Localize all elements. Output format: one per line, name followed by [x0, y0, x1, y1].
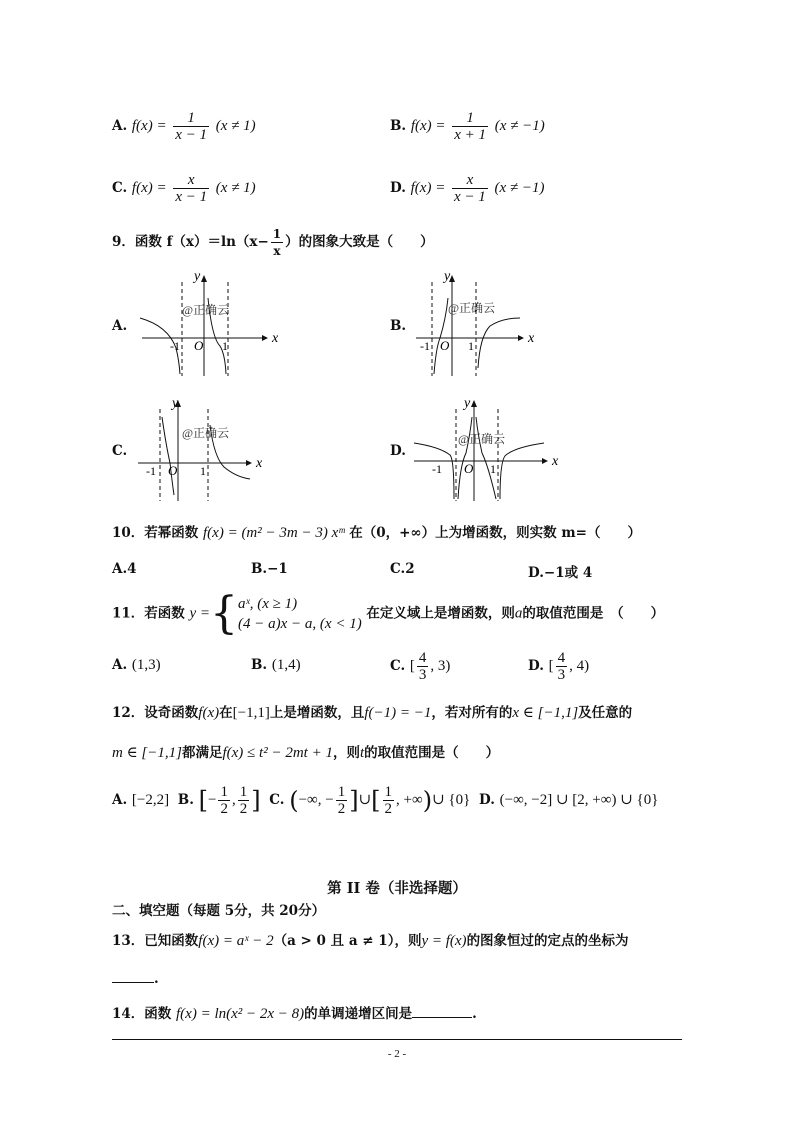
tick-label: -1 — [146, 464, 156, 478]
formula: f(x) = — [410, 180, 446, 196]
formula: f(x) = — [131, 180, 167, 196]
q12-option-b — [177, 784, 261, 817]
option-label: B. — [251, 657, 268, 673]
y-axis-arrow — [471, 400, 477, 407]
curve-mid-right — [476, 417, 496, 499]
question-text: 已知函数 — [144, 933, 199, 949]
q12-options — [112, 784, 658, 817]
numerator: 1 — [239, 784, 248, 800]
tick-label: 1 — [468, 339, 474, 353]
question-text: 的取值范围是 （ ） — [522, 605, 665, 622]
formula: f(x) = ln(x² − 2x − 8) — [176, 1006, 305, 1022]
case-2: (4 − a)x − a, (x < 1) — [238, 616, 362, 632]
piecewise — [238, 594, 362, 634]
question-text: 及任意的 — [578, 705, 633, 721]
bracket: ] — [251, 786, 261, 815]
tick-label: 1 — [200, 464, 206, 478]
numerator: 1 — [272, 227, 282, 241]
fraction — [452, 172, 488, 205]
q11-option-a — [112, 657, 161, 674]
question-text: 函数 f（x）＝ln（x− — [134, 234, 269, 250]
q12-line-1 — [112, 701, 632, 722]
tick-label: -1 — [170, 339, 180, 353]
bracket: , 4) — [569, 658, 590, 674]
question-text: 都满足 — [181, 745, 223, 761]
q8-option-b — [390, 110, 545, 143]
interval-part: , +∞ — [396, 792, 423, 808]
option-label: D. — [528, 658, 544, 674]
question-text: （a > 0 且 a ≠ 1），则 — [273, 933, 422, 949]
tick-label: 1 — [222, 339, 228, 353]
question-number: 9． — [112, 234, 135, 250]
condition: (x ≠ −1) — [494, 118, 545, 134]
option-label: A. — [112, 657, 128, 673]
formula: f(x) = (m² − 3m − 3) xᵐ — [203, 525, 345, 541]
period: . — [472, 1006, 477, 1022]
interval-part: ∪ {0} — [432, 792, 471, 808]
denominator: 2 — [220, 801, 228, 817]
q13-answer-line — [112, 968, 159, 987]
y-axis-label: y — [194, 269, 201, 284]
footer-divider — [112, 1039, 682, 1040]
question-text: 函数 — [144, 1006, 172, 1022]
q9-option-d-label: D. — [390, 443, 406, 459]
fraction — [452, 110, 488, 143]
formula: f(x) — [198, 705, 220, 721]
bracket: , 3) — [430, 658, 451, 674]
q10-stem — [112, 521, 641, 542]
fraction — [218, 784, 230, 817]
watermark: @正确云 — [458, 432, 506, 446]
q11-option-d — [528, 650, 589, 683]
question-text: 的取值范围是（ ） — [364, 745, 500, 761]
answer-blank[interactable] — [412, 1003, 472, 1018]
q9-graph-b — [410, 268, 540, 380]
numerator: 4 — [557, 650, 566, 666]
denominator: 3 — [557, 667, 566, 683]
page-number: - 2 - — [387, 1048, 407, 1060]
option-label: D. — [479, 792, 495, 808]
formula: f(x) = aˣ − 2 — [198, 933, 274, 949]
y-axis-label: y — [172, 396, 179, 411]
numerator: 1 — [337, 784, 346, 800]
q9-graph-d — [410, 395, 560, 507]
x-axis-label: x — [256, 456, 263, 471]
curve-right — [478, 318, 520, 368]
tick-label: -1 — [432, 462, 442, 476]
x-axis-arrow — [518, 335, 524, 341]
q10-option-d: D.−1或 4 — [528, 565, 593, 581]
bracket: ( — [289, 786, 299, 815]
q12-option-d — [479, 792, 658, 808]
denominator: 2 — [337, 801, 346, 817]
period: . — [154, 971, 159, 987]
denominator: x − 1 — [175, 127, 208, 143]
q12-option-a — [112, 792, 169, 808]
q9-option-c-label: C. — [112, 443, 128, 459]
denominator: 3 — [418, 667, 427, 683]
y-axis-label: y — [444, 269, 451, 284]
denominator: 2 — [384, 801, 393, 817]
question-text: 在定义域上是增函数，则 — [366, 605, 515, 622]
denominator: x − 1 — [454, 189, 486, 205]
option-value: (1,4) — [271, 657, 301, 673]
fraction — [173, 172, 209, 205]
x-axis-arrow — [246, 460, 252, 466]
formula: x ∈ [−1,1] — [512, 705, 579, 721]
q9-option-b-label: B. — [390, 318, 407, 334]
interval-part: −∞, − — [298, 792, 334, 808]
comma: , — [231, 792, 236, 808]
option-label: C. — [112, 180, 128, 196]
formula: f(x) = — [410, 118, 446, 134]
variable: a — [514, 605, 523, 622]
union-sign: ∪ — [358, 792, 372, 808]
option-label: B. — [177, 792, 194, 808]
formula: f(x) ≤ t² − 2mt + 1 — [222, 745, 333, 761]
question-text: 的图象恒过的定点的坐标为 — [466, 933, 629, 949]
q8-option-c — [112, 172, 256, 205]
x-axis-label: x — [552, 454, 559, 469]
denominator: 2 — [239, 801, 248, 817]
q11-stem — [112, 588, 665, 639]
question-number: 10． — [112, 525, 145, 541]
question-text: 若幂函数 — [144, 525, 199, 541]
origin-label: O — [440, 338, 450, 353]
q8-option-d — [390, 172, 545, 205]
case-1: aˣ, (x ≥ 1) — [238, 596, 298, 612]
condition: (x ≠ −1) — [494, 180, 545, 196]
fraction — [238, 784, 250, 817]
question-text: ，若对所有的 — [431, 705, 513, 721]
bracket: [ — [548, 658, 554, 674]
question-text: 在（0，+∞）上为增函数，则实数 m=（ ） — [349, 525, 641, 541]
curve-mid-left — [458, 417, 472, 499]
option-label: D. — [390, 180, 406, 196]
q11-option-b — [251, 657, 301, 674]
y-axis-arrow — [201, 275, 207, 282]
bracket: ) — [422, 786, 433, 815]
fraction — [173, 110, 209, 143]
part-title: 第 II 卷（非选择题） — [327, 880, 467, 897]
watermark: @正确云 — [182, 303, 230, 317]
bracket: [ — [409, 658, 415, 674]
x-axis-label: x — [272, 331, 279, 346]
origin-label: O — [194, 338, 204, 353]
numerator: 1 — [384, 784, 393, 800]
question-number: 14． — [112, 1006, 145, 1022]
origin-label: O — [464, 461, 474, 476]
answer-blank[interactable] — [112, 968, 154, 983]
origin-label: O — [168, 463, 178, 478]
numerator: 4 — [418, 650, 427, 666]
x-axis-arrow — [262, 335, 268, 341]
tick-label: -1 — [420, 339, 430, 353]
interval: [−1,1] — [232, 705, 270, 721]
q12-line-2 — [112, 741, 499, 762]
q14-stem — [112, 1002, 477, 1023]
q10-option-b: B.−1 — [251, 561, 288, 577]
formula: m ∈ [−1,1] — [112, 745, 182, 761]
option-label: B. — [390, 118, 407, 134]
watermark: @正确云 — [182, 426, 230, 440]
bracket: [ — [198, 786, 208, 815]
question-text: ）的图象大致是（ ） — [285, 234, 434, 250]
variable: t — [359, 745, 365, 761]
question-text: 的单调递增区间是 — [304, 1006, 413, 1022]
question-text: 在 — [219, 705, 233, 721]
minus-sign: − — [208, 792, 217, 808]
condition: (x ≠ 1) — [215, 180, 256, 196]
q12-option-c — [269, 784, 471, 817]
question-number: 11． — [112, 605, 145, 622]
x-axis-arrow — [542, 458, 548, 464]
bracket: ] — [349, 786, 359, 815]
question-text: ，则 — [332, 745, 360, 761]
q8-option-a — [112, 110, 256, 143]
q10-option-c: C.2 — [390, 561, 415, 577]
watermark: @正确云 — [448, 301, 496, 315]
formula: y = f(x) — [421, 933, 467, 949]
q9-graph-a — [132, 268, 282, 380]
tick-label: 1 — [490, 462, 496, 476]
fraction — [271, 226, 283, 259]
denominator: x − 1 — [175, 189, 208, 205]
curve-middle — [162, 417, 174, 495]
section-heading: 二、填空题（每题 5分，共 20分） — [112, 903, 326, 919]
brace: { — [210, 588, 239, 639]
option-value: [−2,2] — [131, 792, 170, 808]
question-text: 若函数 — [144, 605, 185, 622]
question-number: 13． — [112, 933, 145, 949]
question-text: 设奇函数 — [144, 705, 199, 721]
option-label: A. — [112, 792, 128, 808]
option-value: (1,3) — [131, 657, 161, 673]
q13-stem — [112, 929, 629, 950]
q9-stem — [112, 226, 434, 259]
option-label: C. — [390, 658, 406, 674]
bracket: [ — [371, 786, 381, 815]
q9-graph-c — [132, 395, 272, 507]
q10-option-a: A.4 — [112, 561, 137, 577]
question-number: 12． — [112, 705, 145, 721]
q9-option-a-label: A. — [112, 318, 128, 334]
denominator: x + 1 — [454, 127, 486, 143]
formula: y = — [189, 605, 211, 622]
formula: f(−1) = −1 — [364, 705, 432, 721]
curve-middle — [434, 298, 448, 374]
q11-option-c — [390, 650, 450, 683]
option-value: (−∞, −2] ∪ [2, +∞) ∪ {0} — [499, 792, 659, 808]
numerator: x — [452, 172, 488, 189]
question-text: 上是增函数，且 — [269, 705, 365, 721]
numerator: 1 — [452, 110, 488, 127]
numerator: x — [173, 172, 209, 189]
numerator: 1 — [220, 784, 228, 800]
condition: (x ≠ 1) — [215, 118, 256, 134]
numerator: 1 — [173, 110, 209, 127]
x-axis-label: x — [528, 331, 535, 346]
y-axis-label: y — [464, 396, 471, 411]
fraction — [417, 650, 429, 683]
curve-far-right — [500, 443, 544, 499]
fraction — [336, 784, 348, 817]
denominator: x — [273, 244, 281, 258]
fraction — [556, 650, 568, 683]
formula: f(x) = — [131, 118, 167, 134]
option-label: A. — [112, 118, 128, 134]
option-label: C. — [269, 792, 285, 808]
fraction — [383, 784, 395, 817]
